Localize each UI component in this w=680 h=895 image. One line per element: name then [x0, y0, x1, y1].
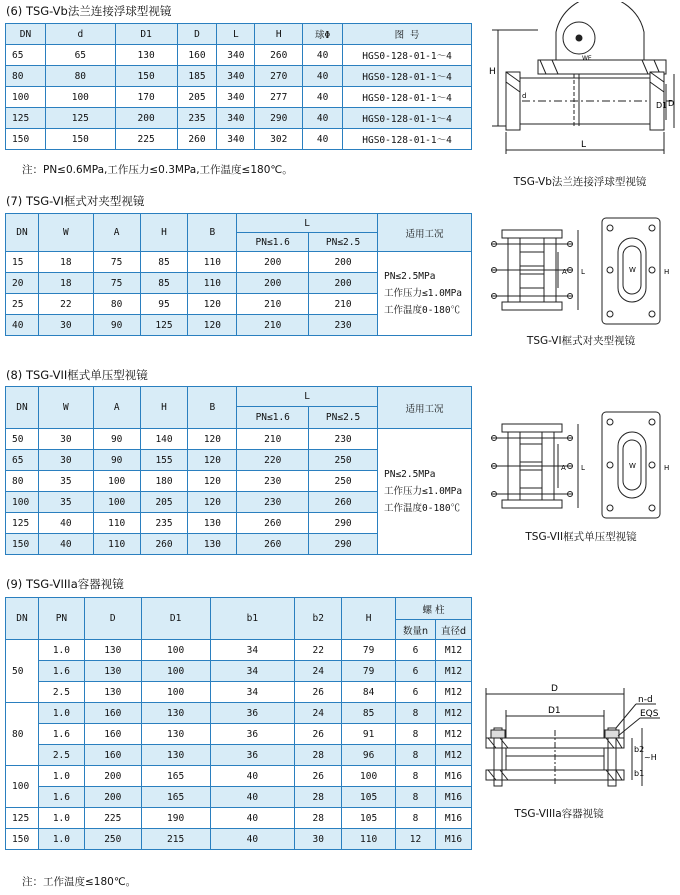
table-cell: 110	[188, 252, 237, 273]
table-cell: 120	[188, 450, 237, 471]
table-cell: 12	[396, 829, 436, 850]
table-cell: 185	[177, 66, 217, 87]
col-subheader: PN≤1.6	[237, 407, 309, 429]
table-cell: 130	[188, 534, 237, 555]
table-cell: 40	[6, 315, 39, 336]
table-cell: 125	[6, 108, 46, 129]
table-cell: 200	[309, 273, 378, 294]
table-cell: 18	[38, 252, 93, 273]
col-header: 球Φ	[303, 24, 343, 45]
table-cell: 79	[342, 661, 396, 682]
table-cell: 210	[309, 294, 378, 315]
table-cell: 100	[93, 471, 140, 492]
table-cell: 84	[342, 682, 396, 703]
dim-label: W	[629, 266, 636, 274]
drawing-tsg-viiia	[480, 680, 676, 790]
table-cell: 290	[309, 534, 378, 555]
table-cell: M12	[435, 640, 471, 661]
table-cell: 1.0	[38, 703, 84, 724]
table-row	[6, 766, 472, 787]
table-row	[6, 661, 472, 682]
col-header: B	[188, 214, 237, 252]
table-cell: 30	[295, 829, 342, 850]
table-row	[6, 252, 472, 273]
table-cell: 165	[141, 787, 210, 808]
table-row	[6, 787, 472, 808]
section-9-note: 注：工作温度≤180℃。	[22, 876, 137, 888]
table-cell: HGS0-128-01-1～4	[343, 66, 472, 87]
conditions-cell	[377, 252, 471, 336]
table-cell: 30	[38, 429, 93, 450]
table-cell: 277	[255, 87, 303, 108]
table-cell: 105	[342, 808, 396, 829]
table-cell: 120	[188, 315, 237, 336]
table-cell: 340	[217, 108, 255, 129]
table-cell: 22	[295, 640, 342, 661]
col-header: D	[84, 598, 141, 640]
table-cell: 2.5	[38, 682, 84, 703]
col-header: A	[93, 387, 140, 429]
table-cell: 210	[237, 315, 309, 336]
table-row	[6, 108, 472, 129]
table-cell: 250	[84, 829, 141, 850]
section-6-title: (6) TSG-Vb法兰连接浮球型视镜	[6, 4, 172, 18]
table-cell: 80	[45, 66, 115, 87]
dim-label: D1	[548, 706, 561, 716]
dim-label: L	[581, 268, 585, 276]
table-cell: 22	[38, 294, 93, 315]
table-row	[6, 87, 472, 108]
table-cell: 100	[141, 640, 210, 661]
col-header: d	[45, 24, 115, 45]
table-cell: 75	[93, 252, 140, 273]
condition-line: PN≤2.5MPa	[383, 271, 436, 282]
table-cell: 160	[84, 703, 141, 724]
table-cell: 50	[6, 429, 39, 450]
table-cell: 79	[342, 640, 396, 661]
table-cell: M12	[435, 661, 471, 682]
table-cell: 290	[255, 108, 303, 129]
section-8-title: (8) TSG-VII框式单压型视镜	[6, 368, 148, 382]
dim-label: D	[551, 684, 558, 694]
table-cell: 40	[303, 87, 343, 108]
table-cell: 302	[255, 129, 303, 150]
table-cell: 120	[188, 294, 237, 315]
table-row	[6, 429, 472, 450]
table-cell: 260	[309, 492, 378, 513]
table-cell: 2.5	[38, 745, 84, 766]
table-cell: 130	[188, 513, 237, 534]
table-cell: 235	[140, 513, 188, 534]
table-cell: 91	[342, 724, 396, 745]
table-cell: M16	[435, 829, 471, 850]
table-cell: 28	[295, 787, 342, 808]
table-cell: 235	[177, 108, 217, 129]
table-cell: 260	[237, 513, 309, 534]
table-cell: 18	[38, 273, 93, 294]
table-cell: M16	[435, 766, 471, 787]
table-cell: 75	[93, 273, 140, 294]
table-cell: HGS0-128-01-1～4	[343, 45, 472, 66]
section-7-title: (7) TSG-VI框式对夹型视镜	[6, 194, 145, 208]
table-cell: 96	[342, 745, 396, 766]
dim-label: A	[562, 268, 567, 276]
table-cell: 1.0	[38, 829, 84, 850]
table-cell: 40	[303, 108, 343, 129]
table-cell: 90	[93, 450, 140, 471]
col-header: DN	[6, 387, 39, 429]
table-cell: 230	[309, 315, 378, 336]
condition-line: PN≤2.5MPa	[384, 469, 436, 480]
table-cell: 40	[210, 829, 295, 850]
table-cell: 125	[45, 108, 115, 129]
caption-tsg-vii: TSG-VII框式单压型视镜	[525, 531, 637, 543]
table-cell: 130	[141, 703, 210, 724]
col-header: DN	[6, 598, 39, 640]
col-header: PN	[38, 598, 84, 640]
table-cell: 26	[295, 766, 342, 787]
table-cell: 36	[210, 745, 295, 766]
table-cell: 200	[237, 273, 309, 294]
table-cell: 190	[141, 808, 210, 829]
condition-line: 工作压力≤1.0MPa	[383, 288, 463, 299]
dim-label: H	[664, 464, 670, 472]
table-cell: 26	[295, 682, 342, 703]
table-cell: 34	[210, 661, 295, 682]
table-cell: 8	[396, 724, 436, 745]
table-cell: 120	[188, 471, 237, 492]
table-cell: 35	[38, 492, 93, 513]
table-cell: 155	[140, 450, 188, 471]
drawing-tsg-vii	[484, 408, 678, 526]
table-cell: 130	[141, 745, 210, 766]
table-cell: M12	[435, 703, 471, 724]
table-cell: 150	[6, 534, 39, 555]
table-cell: 50	[6, 640, 39, 703]
col-header: DN	[6, 214, 39, 252]
table-cell: 65	[6, 45, 46, 66]
table-cell: 125	[6, 808, 39, 829]
table-cell: 40	[210, 766, 295, 787]
table-cell: 24	[295, 703, 342, 724]
table-cell: 205	[140, 492, 188, 513]
table-cell: 200	[115, 108, 177, 129]
table-cell: 100	[141, 661, 210, 682]
col-subheader: 数量n	[396, 620, 436, 640]
table-cell: 250	[309, 450, 378, 471]
dim-label: L	[581, 464, 585, 472]
table-cell: 210	[237, 294, 309, 315]
table-cell: 8	[396, 766, 436, 787]
table-cell: 85	[140, 273, 188, 294]
table-cell: 260	[140, 534, 188, 555]
table-cell: 1.6	[38, 787, 84, 808]
col-header: D	[177, 24, 217, 45]
table-cell: 34	[210, 682, 295, 703]
table-row	[6, 45, 472, 66]
table-cell: 26	[295, 724, 342, 745]
condition-line: 工作温度0-180℃	[383, 305, 461, 316]
col-subheader: 直径d	[435, 620, 471, 640]
table-cell: 1.0	[38, 640, 84, 661]
table-cell: 100	[93, 492, 140, 513]
table-cell: 1.6	[38, 661, 84, 682]
drawing-tsg-vi	[484, 214, 678, 330]
table-row	[6, 682, 472, 703]
table-cell: M12	[435, 724, 471, 745]
table-cell: 8	[396, 787, 436, 808]
dim-label: D1	[656, 101, 668, 110]
table-cell: 150	[115, 66, 177, 87]
table-cell: 105	[342, 787, 396, 808]
table-cell: 1.6	[38, 724, 84, 745]
table-cell: 8	[396, 808, 436, 829]
table-cell: 120	[188, 492, 237, 513]
table-cell: 340	[217, 87, 255, 108]
dim-label: WE	[582, 55, 592, 62]
table-cell: 180	[140, 471, 188, 492]
table-cell: 34	[210, 640, 295, 661]
table-cell: 85	[342, 703, 396, 724]
table-cell: 24	[295, 661, 342, 682]
table-cell: M16	[435, 787, 471, 808]
table-row	[6, 129, 472, 150]
col-header: 图 号	[343, 24, 472, 45]
table-cell: 80	[6, 703, 39, 766]
table-cell: 160	[84, 745, 141, 766]
table-cell: 100	[45, 87, 115, 108]
col-header: D1	[115, 24, 177, 45]
table-cell: 1.0	[38, 808, 84, 829]
dim-label: b2	[634, 745, 645, 754]
table-row	[6, 745, 472, 766]
table-cell: 250	[309, 471, 378, 492]
table-cell: 80	[93, 294, 140, 315]
table-cell: 65	[6, 450, 39, 471]
table-cell: 80	[6, 66, 46, 87]
table-cell: 200	[84, 766, 141, 787]
col-header: L	[237, 214, 378, 233]
dim-label: D	[668, 99, 675, 108]
conditions-cell	[378, 429, 472, 555]
table-cell: 36	[210, 703, 295, 724]
table-cell: 100	[6, 87, 46, 108]
table-cell: 15	[6, 252, 39, 273]
table-cell: 30	[38, 315, 93, 336]
table-cell: 40	[210, 808, 295, 829]
table-cell: 230	[237, 492, 309, 513]
table-cell: 36	[210, 724, 295, 745]
table-cell: 40	[303, 129, 343, 150]
table-cell: 100	[6, 492, 39, 513]
table-cell: 140	[140, 429, 188, 450]
col-header: W	[38, 214, 93, 252]
table-cell: 40	[38, 513, 93, 534]
table-tsg-vi	[5, 213, 472, 336]
dim-label: H	[664, 268, 670, 276]
table-cell: 90	[93, 429, 140, 450]
table-cell: M12	[435, 745, 471, 766]
dim-label: A	[561, 464, 566, 472]
table-cell: 125	[140, 315, 188, 336]
table-row	[6, 66, 472, 87]
table-cell: 65	[45, 45, 115, 66]
table-cell: 8	[396, 745, 436, 766]
table-cell: 200	[309, 252, 378, 273]
dim-label: ~H	[644, 753, 657, 762]
table-row	[6, 724, 472, 745]
table-cell: 6	[396, 682, 436, 703]
col-header: 适用工况	[378, 387, 472, 429]
table-cell: 6	[396, 661, 436, 682]
table-cell: M12	[435, 682, 471, 703]
table-cell: 40	[210, 787, 295, 808]
col-header: B	[188, 387, 237, 429]
table-cell: 260	[255, 45, 303, 66]
table-cell: 200	[237, 252, 309, 273]
col-header: 螺 柱	[396, 598, 472, 620]
table-cell: 165	[141, 766, 210, 787]
drawing-tsg-vb	[478, 2, 678, 168]
table-cell: 6	[396, 640, 436, 661]
table-row	[6, 703, 472, 724]
table-tsg-viiia	[5, 597, 472, 850]
table-cell: 130	[84, 640, 141, 661]
table-cell: 230	[237, 471, 309, 492]
caption-tsg-vb: TSG-Vb法兰连接浮球型视镜	[513, 176, 647, 188]
section-6-note: 注：PN≤0.6MPa,工作压力≤0.3MPa,工作温度≤180℃。	[22, 164, 293, 176]
caption-tsg-vi: TSG-VI框式对夹型视镜	[526, 335, 636, 347]
table-cell: 110	[93, 534, 140, 555]
col-subheader: PN≤1.6	[237, 233, 309, 252]
table-cell: 150	[6, 829, 39, 850]
table-tsg-vb	[5, 23, 472, 150]
table-cell: 95	[140, 294, 188, 315]
col-header: H	[140, 214, 188, 252]
table-cell: HGS0-128-01-1～4	[343, 87, 472, 108]
table-cell: 225	[84, 808, 141, 829]
table-cell: 170	[115, 87, 177, 108]
table-cell: 100	[141, 682, 210, 703]
table-cell: 150	[45, 129, 115, 150]
col-header: H	[342, 598, 396, 640]
table-cell: 40	[303, 45, 343, 66]
table-cell: 35	[38, 471, 93, 492]
table-cell: 260	[177, 129, 217, 150]
table-cell: 340	[217, 66, 255, 87]
table-cell: 340	[217, 45, 255, 66]
table-cell: 130	[115, 45, 177, 66]
col-header: DN	[6, 24, 46, 45]
table-cell: 110	[93, 513, 140, 534]
table-cell: 200	[84, 787, 141, 808]
col-header: b1	[210, 598, 295, 640]
table-cell: 210	[237, 429, 309, 450]
table-cell: 80	[6, 471, 39, 492]
dim-label: d	[522, 92, 527, 100]
col-header: L	[237, 387, 378, 407]
dim-label: L	[581, 140, 587, 150]
condition-line: 工作温度0-180℃	[384, 503, 461, 514]
col-subheader: PN≤2.5	[309, 233, 378, 252]
table-row	[6, 640, 472, 661]
table-cell: 130	[141, 724, 210, 745]
table-cell: 30	[38, 450, 93, 471]
table-tsg-vii	[5, 386, 472, 555]
table-cell: 220	[237, 450, 309, 471]
table-cell: 100	[6, 766, 39, 808]
table-cell: HGS0-128-01-1～4	[343, 129, 472, 150]
table-cell: 28	[295, 745, 342, 766]
table-cell: M16	[435, 808, 471, 829]
table-cell: 8	[396, 703, 436, 724]
dim-label: EQS	[640, 709, 659, 719]
table-cell: 25	[6, 294, 39, 315]
table-cell: 150	[6, 129, 46, 150]
col-header: D1	[141, 598, 210, 640]
table-cell: 340	[217, 129, 255, 150]
table-cell: 290	[309, 513, 378, 534]
col-header: A	[93, 214, 140, 252]
condition-line: 工作压力≤1.0MPa	[384, 486, 463, 497]
dim-label: H	[489, 67, 496, 77]
dim-label: W	[629, 462, 636, 470]
table-cell: 90	[93, 315, 140, 336]
table-cell: 215	[141, 829, 210, 850]
table-cell: 110	[188, 273, 237, 294]
caption-tsg-viiia: TSG-VIIIa容器视镜	[514, 808, 604, 820]
table-cell: 85	[140, 252, 188, 273]
table-cell: 160	[84, 724, 141, 745]
table-cell: 130	[84, 661, 141, 682]
col-subheader: PN≤2.5	[309, 407, 378, 429]
table-cell: 260	[237, 534, 309, 555]
col-header: H	[255, 24, 303, 45]
section-9-title: (9) TSG-VIIIa容器视镜	[6, 577, 124, 591]
col-header: 适用工况	[377, 214, 471, 252]
table-cell: 120	[188, 429, 237, 450]
table-cell: 110	[342, 829, 396, 850]
table-cell: 270	[255, 66, 303, 87]
table-cell: 20	[6, 273, 39, 294]
table-cell: 40	[303, 66, 343, 87]
table-row	[6, 829, 472, 850]
table-cell: 225	[115, 129, 177, 150]
table-cell: 205	[177, 87, 217, 108]
table-cell: 230	[309, 429, 378, 450]
table-cell: 125	[6, 513, 39, 534]
dim-label: n-d	[638, 695, 653, 705]
table-cell: 160	[177, 45, 217, 66]
col-header: W	[38, 387, 93, 429]
table-cell: HGS0-128-01-1～4	[343, 108, 472, 129]
col-header: H	[140, 387, 188, 429]
table-cell: 100	[342, 766, 396, 787]
table-cell: 40	[38, 534, 93, 555]
table-cell: 28	[295, 808, 342, 829]
col-header: b2	[295, 598, 342, 640]
table-cell: 130	[84, 682, 141, 703]
dim-label: b1	[634, 769, 645, 778]
table-row	[6, 808, 472, 829]
table-cell: 1.0	[38, 766, 84, 787]
col-header: L	[217, 24, 255, 45]
